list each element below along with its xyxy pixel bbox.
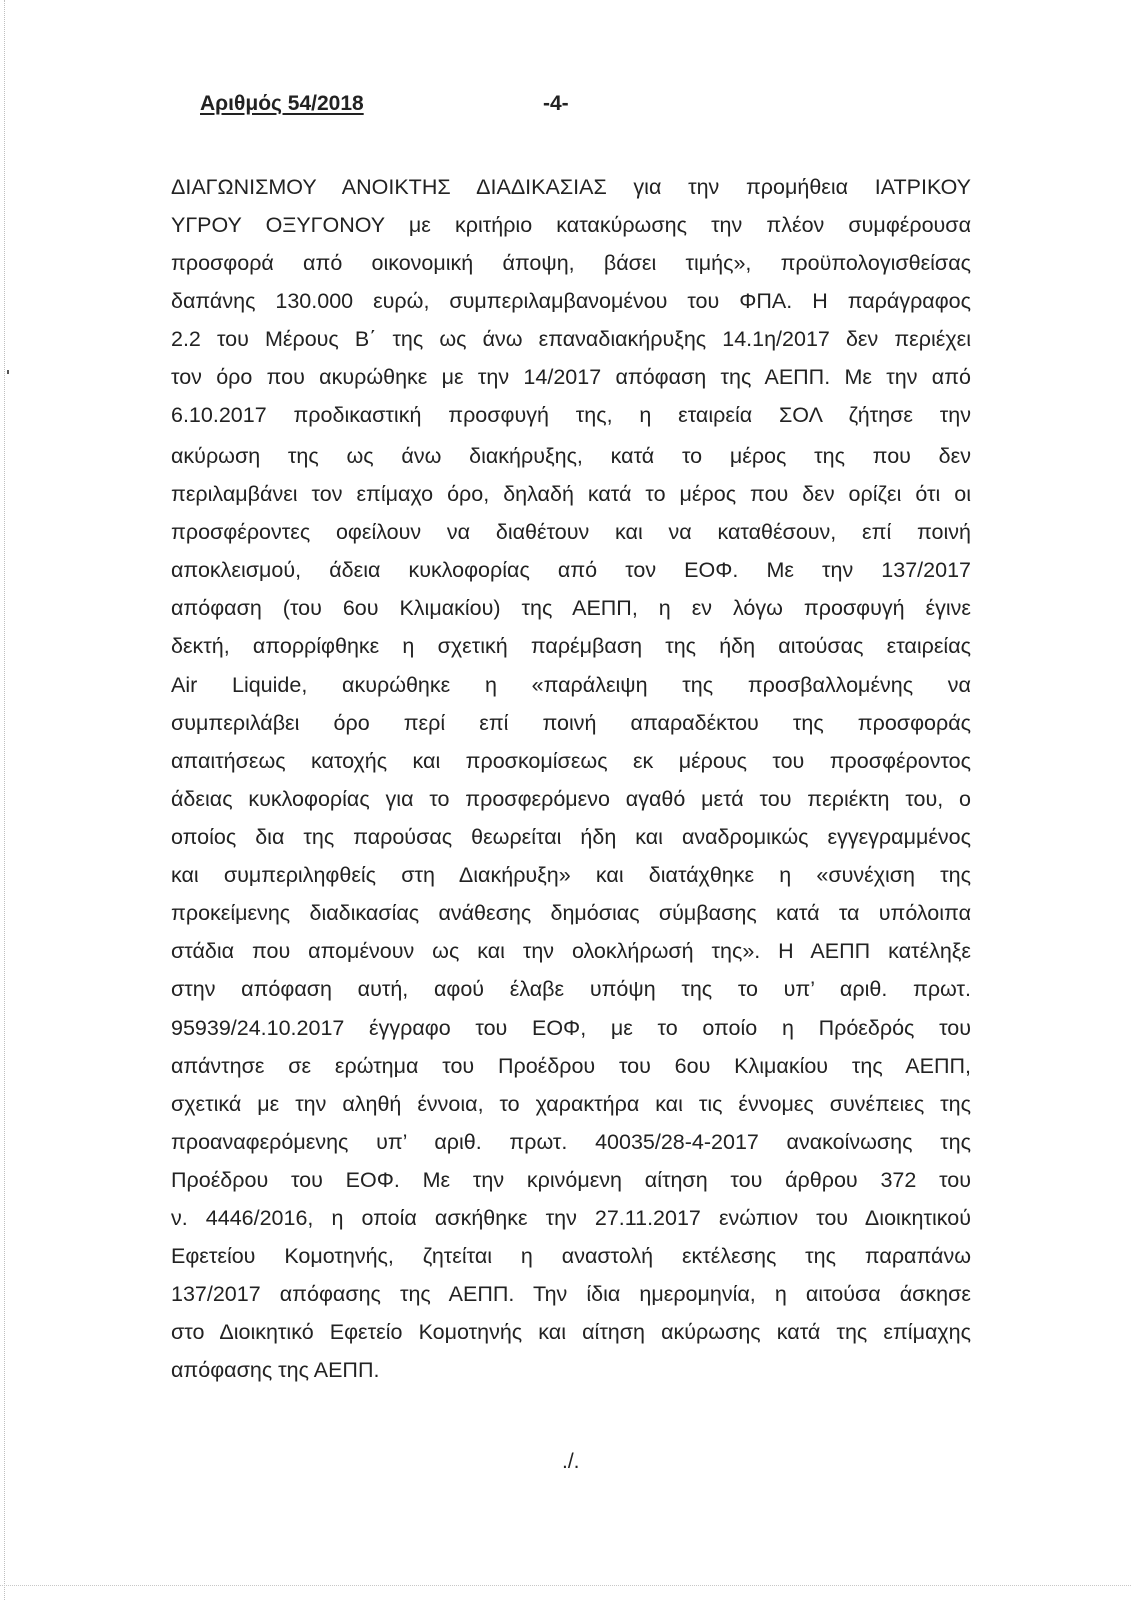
text-line: δαπάνης 130.000 ευρώ, συμπεριλαμβανομένου του ΦΠΑ. Η παράγραφος — [171, 289, 971, 313]
text-line: στάδια που απομένουν ως και την ολοκλήρωσή της». Η ΑΕΠΠ κατέληξε — [171, 939, 971, 963]
text-line: προσφορά από οικονομική άποψη, βάσει τιμής», προϋπολογισθείσας — [171, 251, 971, 275]
text-line: 6.10.2017 προδικαστική προσφυγή της, η εταιρεία ΣΟΛ ζήτησε την — [171, 403, 971, 427]
text-line: Εφετείου Κομοτηνής, ζητείται η αναστολή εκτέλεσης της παραπάνω — [171, 1244, 971, 1268]
text-line: σχετικά με την αληθή έννοια, το χαρακτήρα και τις έννομες συνέπειες της — [171, 1092, 971, 1116]
text-line: Προέδρου του ΕΟΦ. Με την κρινόμενη αίτηση του άρθρου 372 του — [171, 1168, 971, 1192]
text-line: ΔΙΑΓΩΝΙΣΜΟΥ ΑΝΟΙΚΤΗΣ ΔΙΑΔΙΚΑΣΙΑΣ για την προμήθεια ΙΑΤΡΙΚΟΥ — [171, 175, 971, 199]
text-line: προσφέροντες οφείλουν να διαθέτουν και να καταθέσουν, επί ποινή — [171, 520, 971, 544]
text-line: προαναφερόμενης υπ’ αριθ. πρωτ. 40035/28-4-2017 ανακοίνωσης της — [171, 1130, 971, 1154]
text-line: στην απόφαση αυτή, αφού έλαβε υπόψη της το υπ’ αριθ. πρωτ. — [171, 977, 971, 1001]
text-line: οποίος δια της παρούσας θεωρείται ήδη και αναδρομικώς εγγεγραμμένος — [171, 825, 971, 849]
page-number: -4- — [543, 92, 569, 115]
text-line: απόφασης της ΑΕΠΠ. — [171, 1358, 380, 1382]
text-line: απαιτήσεως κατοχής και προσκομίσεως εκ μέρους του προσφέροντος — [171, 749, 971, 773]
decision-number: Αριθμός 54/2018 — [200, 92, 364, 115]
text-line: τον όρο που ακυρώθηκε με την 14/2017 απόφαση της ΑΕΠΠ. Με την από — [171, 365, 971, 389]
scan-bottom-edge — [0, 1585, 1131, 1587]
text-line: Air Liquide, ακυρώθηκε η «παράλειψη της προσβαλλομένης να — [171, 673, 971, 697]
text-line: ΥΓΡΟΥ ΟΞΥΓΟΝΟΥ με κριτήριο κατακύρωσης την πλέον συμφέρουσα — [171, 213, 971, 237]
text-line: απάντησε σε ερώτημα του Προέδρου του 6ου Κλιμακίου της ΑΕΠΠ, — [171, 1054, 971, 1078]
text-line: ακύρωση της ως άνω διακήρυξης, κατά το μέρος της που δεν — [171, 444, 971, 468]
text-line: 95939/24.10.2017 έγγραφο του ΕΟΦ, με το οποίο η Πρόεδρός του — [171, 1016, 971, 1040]
text-line: προκείμενης διαδικασίας ανάθεσης δημόσιας σύμβασης κατά τα υπόλοιπα — [171, 901, 971, 925]
text-line: αποκλεισμού, άδεια κυκλοφορίας από τον ΕΟΦ. Με την 137/2017 — [171, 558, 971, 582]
text-line: απόφαση (του 6ου Κλιμακίου) της ΑΕΠΠ, η εν λόγω προσφυγή έγινε — [171, 596, 971, 620]
text-line: 2.2 του Μέρους Β΄ της ως άνω επαναδιακήρυξης 14.1η/2017 δεν περιέχει — [171, 327, 971, 351]
text-line: και συμπεριληφθείς στη Διακήρυξη» και διατάχθηκε η «συνέχιση της — [171, 863, 971, 887]
text-line: ν. 4446/2016, η οποία ασκήθηκε την 27.11.2017 ενώπιον του Διοικητικού — [171, 1206, 971, 1230]
continuation-mark: ./. — [562, 1450, 580, 1473]
text-line: περιλαμβάνει τον επίμαχο όρο, δηλαδή κατά το μέρος που δεν ορίζει ότι οι — [171, 482, 971, 506]
text-line: άδειας κυκλοφορίας για το προσφερόμενο αγαθό μετά του περιέκτη του, ο — [171, 787, 971, 811]
text-line: στο Διοικητικό Εφετείο Κομοτηνής και αίτηση ακύρωσης κατά της επίμαχης — [171, 1320, 971, 1344]
text-line: συμπεριλάβει όρο περί επί ποινή απαραδέκτου της προσφοράς — [171, 711, 971, 735]
text-line: 137/2017 απόφασης της ΑΕΠΠ. Την ίδια ημερομηνία, η αιτούσα άσκησε — [171, 1282, 971, 1306]
text-line: δεκτή, απορρίφθηκε η σχετική παρέμβαση της ήδη αιτούσας εταιρείας — [171, 634, 971, 658]
scan-left-edge — [4, 0, 6, 1600]
scan-speck — [7, 370, 9, 374]
